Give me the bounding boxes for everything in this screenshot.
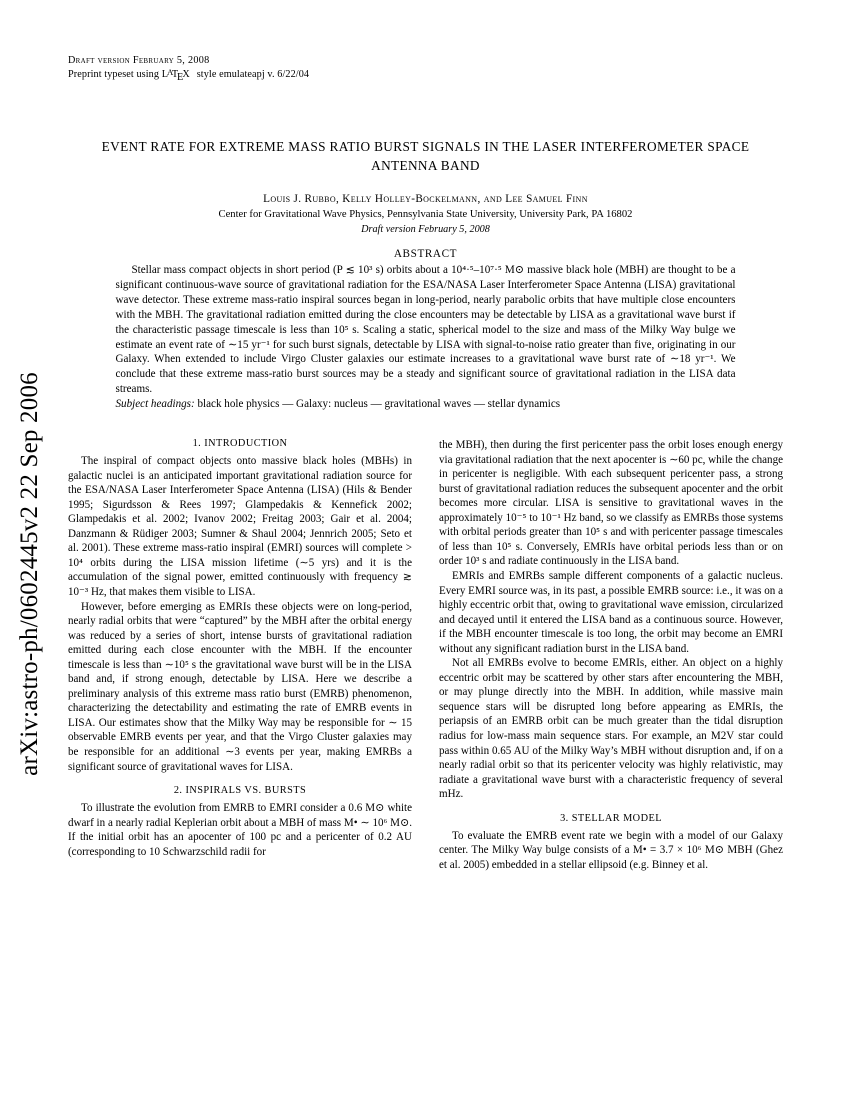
abstract-block [116, 248, 736, 412]
right-column [439, 438, 783, 872]
arxiv-identifier-stamp [0, 0, 60, 1100]
section-heading-inspirals-vs-bursts: 2. INSPIRALS VS. BURSTS [173, 785, 307, 797]
subject-headings [116, 397, 736, 412]
left-column [68, 438, 412, 872]
subject-headings-list: black hole physics — Galaxy: nucleus — gravitational waves — stellar dynamics [197, 398, 561, 411]
document-page [68, 54, 783, 872]
affiliation-line: Center for Gravitational Wave Physics, Pennsylvania State University, University Park, PA 16802 [218, 208, 633, 220]
paragraph: Not all EMRBs evolve to become EMRIs, either. An object on a highly eccentric orbit may be scattered by other stars after encountering the MBH, or may plunge directly into the MBH. In addition, while massive main sequence stars will be disrupted long before appearing as EMRIs, the periapsis of an EMRB orbit can be much greater than the tidal disruption radius for low-mass main sequence stars. For example, an M2V star could pass within 0.65 AU of the Milky Way’s MBH without disruption and, if on a nearly radial orbit so that its pericenter velocity was highly relativistic, may radiate a gravitational wave burst with a characteristic frequency of several mHz. [439, 657, 783, 801]
title-block [68, 138, 783, 176]
preprint-header [68, 54, 783, 83]
author-list: Louis J. Rubbo, Kelly Holley-Bockelmann, and Lee Samuel Finn [263, 192, 588, 205]
paragraph: the MBH), then during the first pericenter pass the orbit loses enough energy via gravitational radiation that the next apocenter is ∼60 pc, while the change in pericenter is negligible. With each subsequent pericenter pass, a strong burst of gravitational radiation reduces the subsequent apocenter and the orbit becomes more circular. LISA is sensitive to gravitational waves in the approximately 10⁻⁵ to 10⁻¹ Hz band, so we classify as EMRBs those systems with orbital periods greater than 10⁵ s and with pericenter passage timescales of less than 10⁵ s. Conversely, EMRIs have orbital periods less than or on order 10³ s and radiate continuously in the LISA band. [439, 439, 783, 568]
draft-date-line: Draft version February 5, 2008 [361, 224, 490, 236]
paragraph: EMRIs and EMRBs sample different components of a galactic nucleus. Every EMRI source was, in its past, a possible EMRB source: i.e., it was on a highly eccentric orbit that, owing to gravitational wave emission, circularized and decayed until it entered the LISA band as a continuous source. However, if the MBH encounter timescale is too long, the orbit may become an EMRI without any significant radiation burst in the LISA band. [439, 570, 783, 655]
arxiv-identifier-text: arXiv:astro-ph/0602445v2 22 Sep 2006 [16, 372, 43, 776]
paragraph: The inspiral of compact objects onto massive black holes (MBHs) in galactic nuclei is an anticipated important gravitational radiation source for the ESA/NASA Laser Interferometer Space Antenna (LISA) (Hils & Bender 1995; Sigurdsson & Rees 1997; Glampedakis & Kennefick 2002; Glampedakis et al. 2002; Ivanov 2002; Freitag 2003; Gair et al. 2004; Danzmann & Rüdiger 2003; Sumner & Shaul 2004; Jennrich 2005; Seto et al. 2001). These extreme mass-ratio inspiral (EMRI) sources will complete > 10⁴ orbits during the LISA mission lifetime (∼5 yrs) and it is the accumulation of the signal power, emitted continuously with frequency ≳ 10⁻³ Hz, that makes them visible to LISA. [68, 455, 412, 598]
paragraph: To evaluate the EMRB event rate we begin with a model of our Galaxy center. The Milky Way bulge consists of a M• = 3.7 × 10⁶ M⊙ MBH (Ghez et al. 2005) embedded in a stellar ellipsoid (e.g. Binney et al. [439, 829, 783, 871]
page-title: EVENT RATE FOR EXTREME MASS RATIO BURST SIGNALS IN THE LASER INTERFEROMETER SPACE ANTENNA BAND [101, 138, 750, 173]
paragraph: However, before emerging as EMRIs these objects were on long-period, nearly radial orbits that were “captured” by the MBH after the orbital energy was reduced by a series of short, intense bursts of gravitational radiation emitted during each close encounter with the MBH. If the encounter timescale is less than ∼10⁵ s the gravitational wave burst will be in the LISA band and, if strong enough, detectable by LISA. Here we describe a preliminary analysis of this extreme mass ratio burst (EMRB) phenomenon, characterizing the detectability and estimating the rate of EMRB events in LISA. Our estimates show that the Milky Way may be responsible for ∼ 15 observable EMRB events per year, and that the Virgo Cluster galaxies may be responsible for an additional ∼3 events per year, making EMRBs a significant source of gravitational waves for LISA. [68, 600, 412, 773]
abstract-heading: ABSTRACT [393, 248, 458, 261]
two-column-body [68, 438, 783, 872]
draft-version-line: Draft version February 5, 2008 [68, 55, 210, 66]
section-heading-stellar-model: 3. STELLAR MODEL [560, 812, 662, 824]
abstract-body: Stellar mass compact objects in short period (P ≲ 10³ s) orbits about a 10⁴·⁵–10⁷·⁵ M⊙ massive black hole (MBH) are thought to be a significant continuous-wave source of gravitational radiation for the ESA/NASA Laser Interferometer Space Antenna (LISA) gravitational wave detector. These extreme mass-ratio inspiral sources began in long-period, nearly parabolic orbits that have multiple close encounters with the MBH. The gravitational radiation emitted during the close encounters may be detectable by LISA as a gravitational wave burst if the characteristic passage timescale is less than 10⁵ s. Scaling a static, spherical model to the size and mass of the Milky Way bulge we estimate an event rate of ∼15 yr⁻¹ for such burst signals, detectable by LISA with signal-to-noise ratio greater than five, originating in our Galaxy. When extended to include Virgo Cluster galaxies our estimate increases to a gravitational wave burst rate of ∼18 yr⁻¹. We conclude that these extreme mass-ratio burst sources may be a steady and significant source of gravitational radiation in the LISA data streams. [115, 264, 736, 396]
subject-headings-label: Subject headings: [115, 398, 195, 411]
paragraph: To illustrate the evolution from EMRB to EMRI consider a 0.6 M⊙ white dwarf in a nearly radial Keplerian orbit about a MBH of mass M• ∼ 10⁶ M⊙. If the initial orbit has an apocenter of 100 pc and a pericenter of 0.2 AU (corresponding to 10 Schwarzschild radii for [68, 802, 412, 858]
section-heading-introduction: 1. INTRODUCTION [192, 438, 288, 450]
typeset-style-line: Preprint typeset using $L^ATEX$ style emulateapj v. 6/22/04 [68, 67, 310, 83]
